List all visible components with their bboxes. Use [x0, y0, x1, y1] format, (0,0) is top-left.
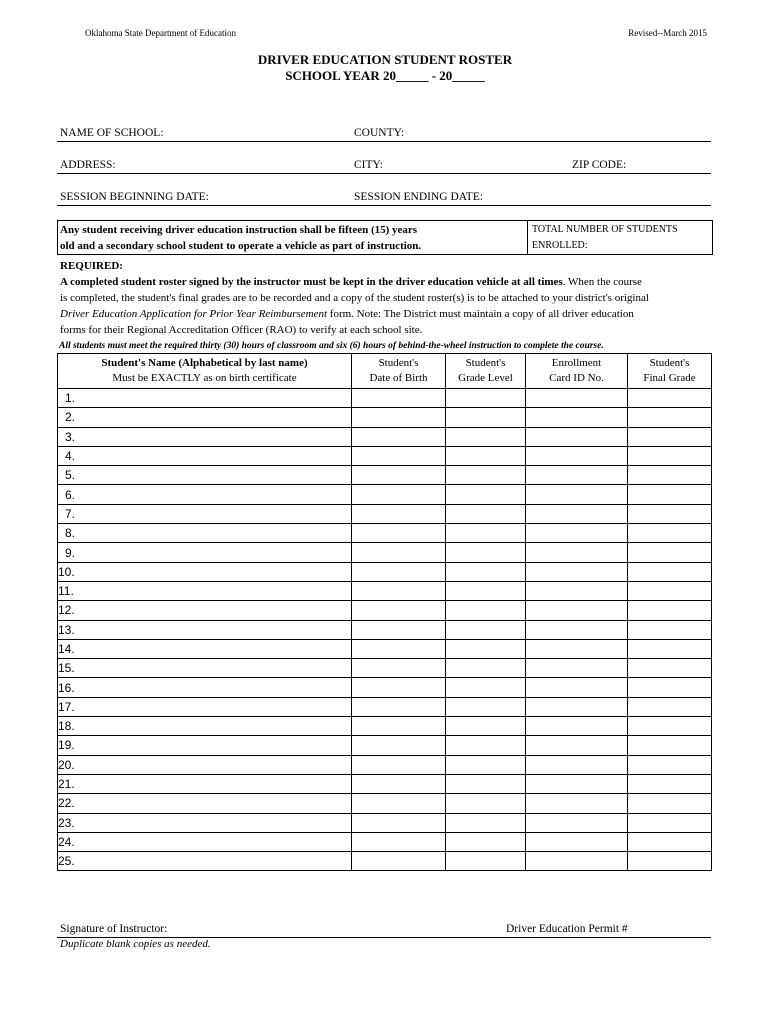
row-number: 14. — [58, 642, 75, 656]
col-dob-line1: Student's — [378, 357, 419, 369]
table-header-row — [58, 354, 712, 389]
student-name-cell[interactable] — [58, 736, 352, 755]
required-paragraph-line4: forms for their Regional Accreditation Officer (RAO) to verify at each school site. — [60, 324, 423, 336]
grade-level-cell[interactable] — [446, 504, 526, 523]
table-row — [58, 408, 712, 427]
enrollment-card-cell[interactable] — [526, 620, 628, 639]
table-row — [58, 659, 712, 678]
grade-level-cell[interactable] — [446, 639, 526, 658]
date-of-birth-cell[interactable] — [352, 832, 446, 851]
row-number: 16. — [58, 680, 75, 695]
final-grade-cell[interactable] — [628, 794, 712, 813]
row-number: 2. — [65, 410, 76, 425]
grade-level-cell[interactable] — [446, 678, 526, 697]
grade-level-cell[interactable] — [446, 852, 526, 871]
col-student-name-subtitle: Must be EXACTLY as on birth certificate — [112, 372, 297, 384]
col-final-grade — [628, 354, 712, 389]
student-name-cell[interactable] — [58, 774, 352, 793]
date-of-birth-cell[interactable] — [352, 678, 446, 697]
row-number: 1. — [65, 391, 76, 406]
student-name-cell[interactable] — [58, 832, 352, 851]
school-name-label: NAME OF SCHOOL: — [60, 127, 164, 139]
enrollment-card-cell[interactable] — [526, 717, 628, 736]
date-of-birth-cell[interactable] — [352, 620, 446, 639]
student-name-cell[interactable] — [58, 562, 352, 581]
enrolled-label: ENROLLED: — [532, 240, 588, 251]
grade-level-cell[interactable] — [446, 581, 526, 600]
final-grade-cell[interactable] — [628, 504, 712, 523]
final-grade-cell[interactable] — [628, 852, 712, 871]
enrollment-card-cell[interactable] — [526, 678, 628, 697]
hours-requirement-note: All students must meet the required thirty (30) hours of classroom and six (6) hours of behind-the-wheel instruction to complete the course. — [59, 341, 604, 351]
permit-number-label: Driver Education Permit # — [506, 923, 628, 935]
col-student-name — [58, 354, 352, 389]
student-name-cell[interactable] — [58, 717, 352, 736]
student-name-cell[interactable] — [58, 389, 352, 408]
table-row — [58, 601, 712, 620]
student-name-cell[interactable] — [58, 601, 352, 620]
enrollment-card-cell[interactable] — [526, 562, 628, 581]
enrollment-card-cell[interactable] — [526, 813, 628, 832]
grade-level-cell[interactable] — [446, 736, 526, 755]
grade-level-cell[interactable] — [446, 601, 526, 620]
row-number: 4. — [65, 449, 76, 464]
row-number: 6. — [65, 487, 76, 502]
date-of-birth-cell[interactable] — [352, 408, 446, 427]
enrollment-card-cell[interactable] — [526, 697, 628, 716]
date-of-birth-cell[interactable] — [352, 813, 446, 832]
student-name-cell[interactable] — [58, 755, 352, 774]
row-number: 17. — [58, 699, 75, 714]
required-text-1: . When the course — [562, 276, 642, 288]
final-grade-cell[interactable] — [628, 678, 712, 697]
col-grade-line2: Grade Level — [458, 372, 513, 384]
student-name-cell[interactable] — [58, 813, 352, 832]
row-number: 3. — [65, 429, 76, 444]
table-row — [58, 678, 712, 697]
total-students-box[interactable] — [527, 220, 713, 255]
final-grade-cell[interactable] — [628, 427, 712, 446]
enrollment-card-cell[interactable] — [526, 659, 628, 678]
age-requirement-line2: old and a secondary school student to operate a vehicle as part of instruction. — [60, 240, 422, 252]
student-name-cell[interactable] — [58, 504, 352, 523]
date-of-birth-cell[interactable] — [352, 755, 446, 774]
enrollment-card-cell[interactable] — [526, 427, 628, 446]
student-name-cell[interactable] — [58, 620, 352, 639]
enrollment-card-cell[interactable] — [526, 389, 628, 408]
date-of-birth-cell[interactable] — [352, 794, 446, 813]
roster-body — [58, 389, 712, 871]
table-row — [58, 504, 712, 523]
table-row — [58, 543, 712, 562]
col-dob-line2: Date of Birth — [369, 372, 428, 384]
enrollment-card-cell[interactable] — [526, 485, 628, 504]
enrollment-card-cell[interactable] — [526, 504, 628, 523]
agency-name: Oklahoma State Department of Education — [85, 28, 236, 38]
roster-requirement: A completed student roster signed by the instructor must be kept in the driver education vehicle at all times — [60, 276, 563, 288]
address-label: ADDRESS: — [60, 159, 116, 171]
student-name-cell[interactable] — [58, 408, 352, 427]
row-number: 23. — [58, 815, 75, 830]
final-grade-cell[interactable] — [628, 639, 712, 658]
grade-level-cell[interactable] — [446, 697, 526, 716]
city-label: CITY: — [354, 159, 383, 171]
date-of-birth-cell[interactable] — [352, 697, 446, 716]
table-row — [58, 774, 712, 793]
student-name-cell[interactable] — [58, 446, 352, 465]
row-number: 24. — [58, 834, 75, 849]
enrollment-card-cell[interactable] — [526, 466, 628, 485]
grade-level-cell[interactable] — [446, 832, 526, 851]
table-row — [58, 832, 712, 851]
student-name-cell[interactable] — [58, 427, 352, 446]
duplicate-copies-note: Duplicate blank copies as needed. — [60, 938, 211, 950]
table-row — [58, 794, 712, 813]
required-paragraph-line3 — [60, 306, 634, 322]
enrollment-card-cell[interactable] — [526, 524, 628, 543]
required-paragraph-line2: is completed, the student's final grades are to be recorded and a copy of the student roster(s) is to be attached to your district's original — [60, 292, 649, 304]
date-of-birth-cell[interactable] — [352, 736, 446, 755]
date-of-birth-cell[interactable] — [352, 427, 446, 446]
row-number: 7. — [65, 506, 76, 521]
final-grade-cell[interactable] — [628, 697, 712, 716]
date-of-birth-cell[interactable] — [352, 659, 446, 678]
grade-level-cell[interactable] — [446, 717, 526, 736]
enrollment-card-cell[interactable] — [526, 774, 628, 793]
table-row — [58, 697, 712, 716]
table-row — [58, 427, 712, 446]
enrollment-card-cell[interactable] — [526, 832, 628, 851]
final-grade-cell[interactable] — [628, 485, 712, 504]
grade-level-cell[interactable] — [446, 389, 526, 408]
grade-level-cell[interactable] — [446, 524, 526, 543]
table-row — [58, 620, 712, 639]
col-grade-line1: Student's — [465, 357, 506, 369]
instructor-signature-label: Signature of Instructor: — [60, 923, 168, 935]
row-number: 15. — [58, 661, 75, 676]
final-grade-cell[interactable] — [628, 813, 712, 832]
enrollment-card-cell[interactable] — [526, 755, 628, 774]
total-students-label: TOTAL NUMBER OF STUDENTS — [532, 224, 678, 235]
final-grade-cell[interactable] — [628, 581, 712, 600]
grade-level-cell[interactable] — [446, 620, 526, 639]
col-enrollment-card-id — [526, 354, 628, 389]
col-grade-level — [446, 354, 526, 389]
table-row — [58, 852, 712, 871]
student-name-cell[interactable] — [58, 543, 352, 562]
date-of-birth-cell[interactable] — [352, 466, 446, 485]
col-date-of-birth — [352, 354, 446, 389]
age-requirement-box — [57, 220, 528, 255]
date-of-birth-cell[interactable] — [352, 562, 446, 581]
row-number: 10. — [58, 564, 75, 579]
date-of-birth-cell[interactable] — [352, 581, 446, 600]
final-grade-cell[interactable] — [628, 562, 712, 581]
student-roster-table — [57, 353, 712, 871]
date-of-birth-cell[interactable] — [352, 717, 446, 736]
enrollment-card-cell[interactable] — [526, 581, 628, 600]
grade-level-cell[interactable] — [446, 794, 526, 813]
required-paragraph-line1 — [60, 274, 720, 290]
table-row — [58, 524, 712, 543]
final-grade-cell[interactable] — [628, 774, 712, 793]
final-grade-cell[interactable] — [628, 408, 712, 427]
student-name-cell[interactable] — [58, 485, 352, 504]
enrollment-card-cell[interactable] — [526, 736, 628, 755]
grade-level-cell[interactable] — [446, 659, 526, 678]
school-county-line[interactable] — [57, 141, 711, 142]
grade-level-cell[interactable] — [446, 543, 526, 562]
student-name-cell[interactable] — [58, 466, 352, 485]
revision-date: Revised--March 2015 — [628, 28, 707, 38]
table-row — [58, 717, 712, 736]
page-title: DRIVER EDUCATION STUDENT ROSTER — [257, 52, 513, 67]
row-number: 25. — [58, 854, 75, 869]
grade-level-cell[interactable] — [446, 408, 526, 427]
student-name-cell[interactable] — [58, 659, 352, 678]
student-name-cell[interactable] — [58, 581, 352, 600]
grade-level-cell[interactable] — [446, 813, 526, 832]
date-of-birth-cell[interactable] — [352, 601, 446, 620]
grade-level-cell[interactable] — [446, 446, 526, 465]
date-of-birth-cell[interactable] — [352, 852, 446, 871]
final-grade-cell[interactable] — [628, 832, 712, 851]
row-number: 21. — [58, 777, 75, 792]
session-dates-line[interactable] — [57, 205, 711, 206]
row-number: 20. — [58, 757, 75, 772]
table-row — [58, 736, 712, 755]
student-name-cell[interactable] — [58, 697, 352, 716]
col-enroll-line2: Card ID No. — [549, 372, 604, 384]
grade-level-cell[interactable] — [446, 427, 526, 446]
required-heading: REQUIRED: — [60, 260, 123, 272]
final-grade-cell[interactable] — [628, 466, 712, 485]
required-text-3: form. Note: The District must maintain a copy of all driver education — [327, 308, 634, 320]
final-grade-cell[interactable] — [628, 601, 712, 620]
table-row — [58, 755, 712, 774]
date-of-birth-cell[interactable] — [352, 485, 446, 504]
enrollment-card-cell[interactable] — [526, 852, 628, 871]
date-of-birth-cell[interactable] — [352, 504, 446, 523]
final-grade-cell[interactable] — [628, 620, 712, 639]
age-requirement-line1: Any student receiving driver education instruction shall be fifteen (15) years — [60, 224, 418, 236]
date-of-birth-cell[interactable] — [352, 543, 446, 562]
final-grade-cell[interactable] — [628, 755, 712, 774]
row-number: 11. — [58, 584, 74, 599]
date-of-birth-cell[interactable] — [352, 446, 446, 465]
row-number: 22. — [58, 796, 75, 811]
row-number: 12. — [58, 603, 75, 618]
grade-level-cell[interactable] — [446, 755, 526, 774]
address-line[interactable] — [57, 173, 711, 174]
table-row — [58, 581, 712, 600]
student-name-cell[interactable] — [58, 639, 352, 658]
reimbursement-form-name: Driver Education Application for Prior Year Reimbursement — [60, 308, 328, 320]
student-name-cell[interactable] — [58, 852, 352, 871]
col-final-line2: Final Grade — [643, 372, 696, 384]
final-grade-cell[interactable] — [628, 736, 712, 755]
final-grade-cell[interactable] — [628, 717, 712, 736]
table-row — [58, 389, 712, 408]
table-row — [58, 562, 712, 581]
session-end-label: SESSION ENDING DATE: — [354, 191, 484, 203]
table-row — [58, 446, 712, 465]
row-number: 19. — [58, 738, 75, 753]
enrollment-card-cell[interactable] — [526, 408, 628, 427]
enrollment-card-cell[interactable] — [526, 543, 628, 562]
table-row — [58, 466, 712, 485]
county-label: COUNTY: — [354, 127, 405, 139]
table-row — [58, 813, 712, 832]
final-grade-cell[interactable] — [628, 446, 712, 465]
row-number: 13. — [58, 622, 75, 637]
student-name-cell[interactable] — [58, 678, 352, 697]
zip-code-label: ZIP CODE: — [572, 159, 627, 171]
row-number: 5. — [65, 468, 76, 483]
school-year-field[interactable]: SCHOOL YEAR 20_____ - 20_____ — [285, 68, 485, 83]
row-number: 18. — [58, 719, 75, 734]
table-row — [58, 639, 712, 658]
student-name-cell[interactable] — [58, 794, 352, 813]
row-number: 8. — [65, 526, 76, 541]
enrollment-card-cell[interactable] — [526, 446, 628, 465]
col-enroll-line1: Enrollment — [551, 357, 602, 369]
col-student-name-title: Student's Name (Alphabetical by last name) — [101, 357, 308, 369]
table-row — [58, 485, 712, 504]
col-final-line1: Student's — [649, 357, 690, 369]
date-of-birth-cell[interactable] — [352, 389, 446, 408]
final-grade-cell[interactable] — [628, 389, 712, 408]
enrollment-card-cell[interactable] — [526, 639, 628, 658]
final-grade-cell[interactable] — [628, 524, 712, 543]
enrollment-card-cell[interactable] — [526, 794, 628, 813]
date-of-birth-cell[interactable] — [352, 639, 446, 658]
session-begin-label: SESSION BEGINNING DATE: — [60, 191, 209, 203]
enrollment-card-cell[interactable] — [526, 601, 628, 620]
student-name-cell[interactable] — [58, 524, 352, 543]
grade-level-cell[interactable] — [446, 774, 526, 793]
grade-level-cell[interactable] — [446, 485, 526, 504]
date-of-birth-cell[interactable] — [352, 524, 446, 543]
grade-level-cell[interactable] — [446, 466, 526, 485]
final-grade-cell[interactable] — [628, 659, 712, 678]
final-grade-cell[interactable] — [628, 543, 712, 562]
date-of-birth-cell[interactable] — [352, 774, 446, 793]
row-number: 9. — [65, 545, 76, 560]
grade-level-cell[interactable] — [446, 562, 526, 581]
